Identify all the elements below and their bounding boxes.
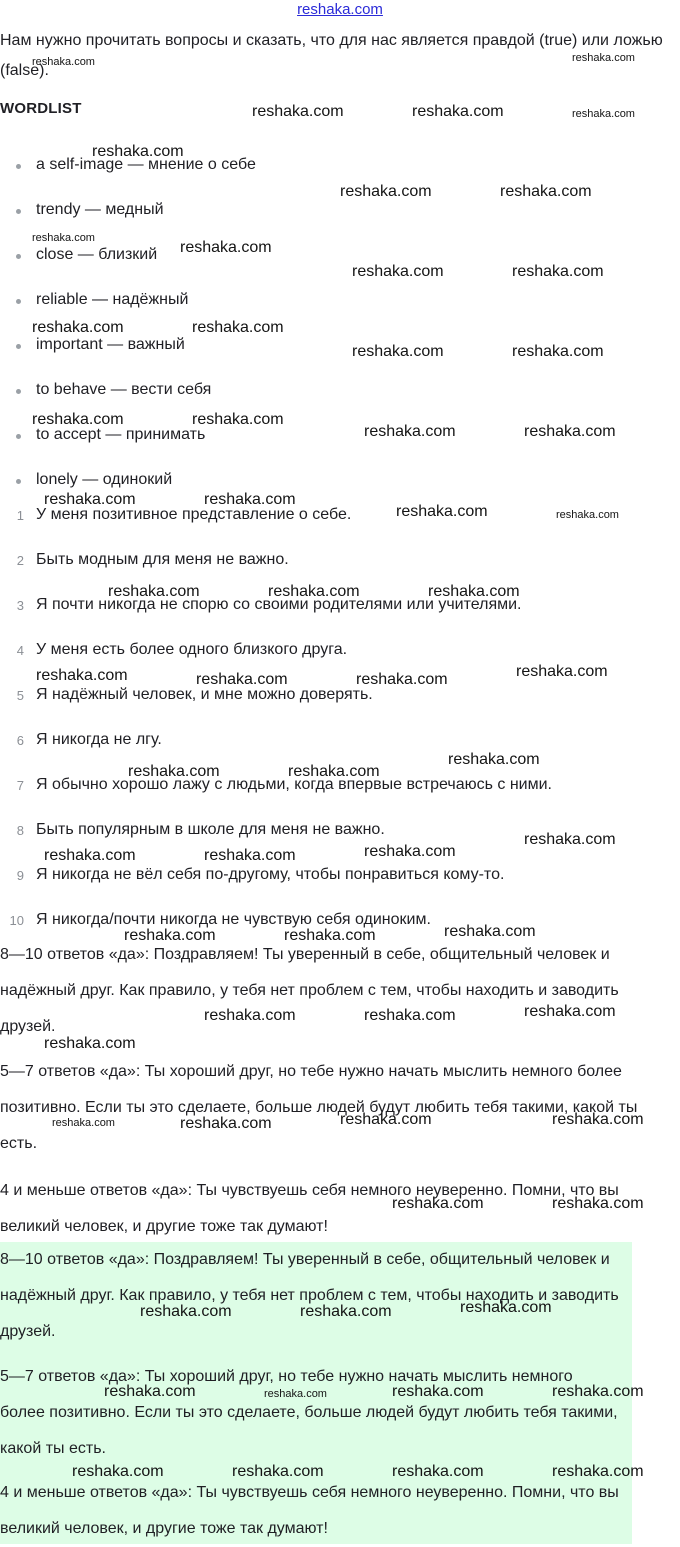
result-text: 8—10 ответов «да»: Поздравляем! Ты уверенный в себе, общительный человек и надёжный друг. Как правило, у тебя нет проблем с тем, чтобы находить и заводить друзей. <box>0 946 619 1035</box>
question-number: 6 <box>16 733 24 748</box>
question-text: Быть популярным в школе для меня не важно. <box>36 821 385 838</box>
watermark: reshaka.com <box>204 847 296 864</box>
bullet-icon <box>16 434 21 439</box>
question-number: 1 <box>16 508 24 523</box>
answer-box-text: 5—7 ответов «да»: Ты хороший друг, но тебе нужно начать мыслить немного более позитивно. Если ты это сделаете, больше людей будут любить тебя такими, какой ты есть. <box>0 1368 618 1457</box>
watermark: reshaka.com <box>44 847 136 864</box>
watermark: reshaka.com <box>552 1111 644 1128</box>
bullet-icon <box>16 344 21 349</box>
question-number: 10 <box>9 913 24 928</box>
watermark: reshaka.com <box>108 583 200 600</box>
question-number: 9 <box>16 868 24 883</box>
wordlist-item-text: close — близкий <box>36 246 158 263</box>
watermark: reshaka.com <box>352 263 444 280</box>
bullet-icon <box>16 164 21 169</box>
watermark: reshaka.com <box>524 1003 616 1020</box>
watermark: reshaka.com <box>396 503 488 520</box>
question-number: 3 <box>16 598 24 613</box>
watermark: reshaka.com <box>412 103 504 120</box>
bullet-icon <box>16 254 21 259</box>
watermark: reshaka.com <box>124 927 216 944</box>
result-text: 5—7 ответов «да»: Ты хороший друг, но тебе нужно начать мыслить немного более позитивно. Если ты это сделаете, больше людей будут любить тебя такими, какой ты есть. <box>0 1063 638 1152</box>
watermark: reshaka.com <box>364 843 456 860</box>
question-number: 2 <box>16 553 24 568</box>
watermark: reshaka.com <box>52 1117 115 1129</box>
watermark: reshaka.com <box>92 143 184 160</box>
result-text: 4 и меньше ответов «да»: Ты чувствуешь себя немного неуверенно. Помни, что вы великий человек, и другие тоже так думают! <box>0 1182 619 1235</box>
watermark: reshaka.com <box>32 232 95 244</box>
watermark: reshaka.com <box>556 509 619 521</box>
watermark: reshaka.com <box>524 831 616 848</box>
bullet-icon <box>16 209 21 214</box>
answer-box-text: 4 и меньше ответов «да»: Ты чувствуешь себя немного неуверенно. Помни, что вы великий человек, и другие тоже так думают! <box>0 1484 619 1537</box>
watermark: reshaka.com <box>204 491 296 508</box>
question-text: Я никогда не вёл себя по-другому, чтобы понравиться кому-то. <box>36 866 505 883</box>
watermark: reshaka.com <box>572 52 635 64</box>
watermark: reshaka.com <box>364 423 456 440</box>
watermark: reshaka.com <box>500 183 592 200</box>
wordlist-item-text: to accept — принимать <box>36 426 206 443</box>
watermark: reshaka.com <box>340 1111 432 1128</box>
watermark: reshaka.com <box>264 1388 327 1400</box>
site-link[interactable]: reshaka.com <box>297 1 383 18</box>
question-text: Я надёжный человек, и мне можно доверять. <box>36 686 373 703</box>
watermark: reshaka.com <box>268 583 360 600</box>
watermark: reshaka.com <box>448 751 540 768</box>
intro-text: Нам нужно прочитать вопросы и сказать, что для нас является правдой (true) или ложью (false). <box>0 32 663 79</box>
watermark: reshaka.com <box>36 667 128 684</box>
wordlist-item-text: to behave — вести себя <box>36 381 212 398</box>
watermark: reshaka.com <box>252 103 344 120</box>
question-text: Я никогда не лгу. <box>36 731 162 748</box>
watermark: reshaka.com <box>204 1007 296 1024</box>
watermark: reshaka.com <box>444 923 536 940</box>
wordlist-item-text: lonely — одинокий <box>36 471 173 488</box>
bullet-icon <box>16 389 21 394</box>
watermark: reshaka.com <box>300 1303 392 1320</box>
watermark: reshaka.com <box>572 108 635 120</box>
watermark: reshaka.com <box>392 1383 484 1400</box>
watermark: reshaka.com <box>180 239 272 256</box>
question-text: Я почти никогда не спорю со своими родителями или учителями. <box>36 596 522 613</box>
watermark: reshaka.com <box>460 1299 552 1316</box>
watermark: reshaka.com <box>72 1463 164 1480</box>
watermark: reshaka.com <box>32 56 95 68</box>
wordlist-item-text: reliable — надёжный <box>36 291 189 308</box>
watermark: reshaka.com <box>44 1035 136 1052</box>
watermark: reshaka.com <box>340 183 432 200</box>
question-text: Быть модным для меня не важно. <box>36 551 289 568</box>
watermark: reshaka.com <box>364 1007 456 1024</box>
watermark: reshaka.com <box>392 1463 484 1480</box>
watermark: reshaka.com <box>284 927 376 944</box>
wordlist-item-text: trendy — медный <box>36 201 164 218</box>
watermark: reshaka.com <box>104 1383 196 1400</box>
watermark: reshaka.com <box>192 319 284 336</box>
question-text: Я обычно хорошо лажу с людьми, когда впервые встречаюсь с ними. <box>36 776 552 793</box>
watermark: reshaka.com <box>232 1463 324 1480</box>
watermark: reshaka.com <box>32 319 124 336</box>
watermark: reshaka.com <box>356 671 448 688</box>
question-number: 4 <box>16 643 24 658</box>
bullet-icon <box>16 299 21 304</box>
watermark: reshaka.com <box>512 263 604 280</box>
answer-box <box>0 1242 632 1544</box>
watermark: reshaka.com <box>512 343 604 360</box>
question-number: 8 <box>16 823 24 838</box>
wordlist-heading: WORDLIST <box>0 100 82 117</box>
watermark: reshaka.com <box>552 1463 644 1480</box>
watermark: reshaka.com <box>352 343 444 360</box>
watermark: reshaka.com <box>516 663 608 680</box>
question-text: У меня позитивное представление о себе. <box>36 506 352 523</box>
wordlist-item-text: a self-image — мнение о себе <box>36 156 256 173</box>
bullet-icon <box>16 479 21 484</box>
watermark: reshaka.com <box>524 423 616 440</box>
watermark: reshaka.com <box>180 1115 272 1132</box>
watermark: reshaka.com <box>44 491 136 508</box>
answer-box-text: 8—10 ответов «да»: Поздравляем! Ты уверенный в себе, общительный человек и надёжный друг. Как правило, у тебя нет проблем с тем, чтобы находить и заводить друзей. <box>0 1251 619 1340</box>
watermark: reshaka.com <box>32 411 124 428</box>
question-text: Я никогда/почти никогда не чувствую себя одиноким. <box>36 911 431 928</box>
watermark: reshaka.com <box>392 1195 484 1212</box>
wordlist-item-text: important — важный <box>36 336 185 353</box>
question-number: 5 <box>16 688 24 703</box>
watermark: reshaka.com <box>288 763 380 780</box>
question-text: У меня есть более одного близкого друга. <box>36 641 348 658</box>
watermark: reshaka.com <box>140 1303 232 1320</box>
watermark: reshaka.com <box>428 583 520 600</box>
watermark: reshaka.com <box>196 671 288 688</box>
question-number: 7 <box>16 778 24 793</box>
watermark: reshaka.com <box>552 1383 644 1400</box>
watermark: reshaka.com <box>192 411 284 428</box>
watermark: reshaka.com <box>552 1195 644 1212</box>
watermark: reshaka.com <box>128 763 220 780</box>
